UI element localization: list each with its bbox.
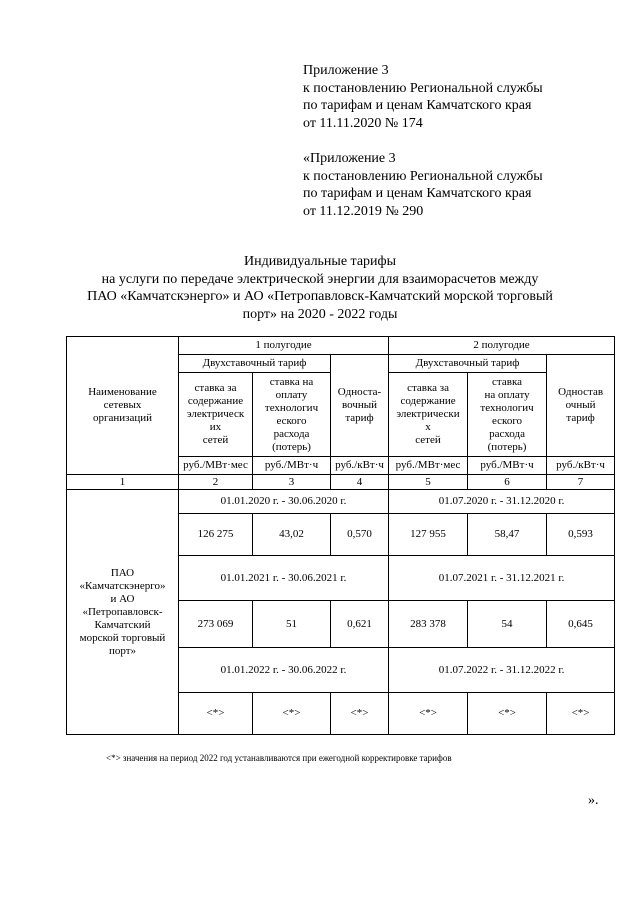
title-line: порт» на 2020 - 2022 годы	[242, 306, 398, 322]
half1-maintenance-rate-header	[179, 373, 253, 457]
unit-cell: руб./МВт·мес	[389, 457, 468, 475]
value-cell: 51	[253, 601, 331, 648]
half2-two-rate-header: Двухставочный тариф	[389, 355, 547, 373]
tariff-table	[66, 336, 615, 735]
header-line: содержание	[187, 395, 244, 407]
org-line: порт»	[108, 644, 137, 657]
value-cell: 43,02	[253, 514, 331, 556]
header-line: Односта-	[337, 386, 382, 398]
column-number: 5	[389, 475, 468, 490]
value-cell: 58,47	[468, 514, 547, 556]
period-2022-h1: 01.01.2022 г. - 30.06.2022 г.	[179, 648, 389, 693]
header-line: ставка	[492, 375, 523, 388]
appendix-line: к постановлению Региональной службы	[303, 80, 543, 96]
header-line: (потерь)	[272, 440, 311, 453]
value-cell: 0,645	[547, 601, 615, 648]
header-line: очный	[565, 399, 596, 411]
value-cell: <*>	[331, 693, 389, 735]
period-2020-h2: 01.07.2020 г. - 31.12.2020 г.	[389, 490, 615, 514]
column-number: 6	[468, 475, 547, 490]
header-line: технологич	[480, 401, 534, 414]
value-cell: 273 069	[179, 601, 253, 648]
half1-single-rate-header	[331, 355, 389, 457]
value-cell: <*>	[547, 693, 615, 735]
value-cell: 127 955	[389, 514, 468, 556]
org-line: ПАО	[110, 566, 135, 579]
period-2020-h1: 01.01.2020 г. - 30.06.2020 г.	[179, 490, 389, 514]
half2-loss-rate-header	[468, 373, 547, 457]
column-number: 4	[331, 475, 389, 490]
half2-maintenance-rate-header	[389, 373, 468, 457]
unit-cell: руб./кВт·ч	[547, 457, 615, 475]
organization-name	[67, 490, 179, 735]
appendix-previous	[303, 150, 543, 220]
closing-quote: ».	[588, 793, 599, 808]
unit-cell: руб./МВт·ч	[468, 457, 547, 475]
header-line: еского	[276, 414, 307, 427]
column-number: 2	[179, 475, 253, 490]
org-line: и АО	[110, 592, 135, 605]
appendix-line: Приложение 3	[303, 63, 389, 78]
value-cell: <*>	[389, 693, 468, 735]
org-header-line: организаций	[92, 412, 153, 424]
org-header-line: сетевых	[103, 399, 142, 411]
header-line: тариф	[566, 412, 595, 424]
value-cell: 54	[468, 601, 547, 648]
appendix-current	[303, 62, 543, 132]
title-line: на услуги по передаче электрической энергии для взаиморасчетов между	[101, 271, 539, 287]
appendix-line: по тарифам и ценам Камчатского края	[303, 98, 532, 113]
column-number: 3	[253, 475, 331, 490]
header-line: еского	[492, 414, 523, 427]
header-line: ставка на	[269, 375, 314, 388]
half1-header: 1 полугодие	[179, 337, 389, 355]
document-title	[60, 253, 580, 323]
value-cell: 283 378	[389, 601, 468, 648]
header-line: ставка за	[407, 382, 449, 394]
header-line: электрически	[396, 408, 460, 420]
header-line: тариф	[345, 412, 374, 424]
header-line: сетей	[202, 434, 229, 446]
org-header-line: Наименование	[88, 386, 157, 398]
org-line: морской торговый	[79, 631, 166, 644]
unit-cell: руб./МВт·мес	[179, 457, 253, 475]
appendix-line: от 11.11.2020 № 174	[303, 115, 423, 131]
value-cell: 0,593	[547, 514, 615, 556]
appendix-line: «Приложение 3	[303, 151, 396, 166]
org-line: Камчатский	[94, 618, 151, 631]
header-line: их	[209, 421, 222, 433]
half2-single-rate-header	[547, 355, 615, 457]
org-header	[67, 337, 179, 475]
title-line: ПАО «Камчатскэнерго» и АО «Петропавловск-Камчатский морской торговый	[87, 289, 553, 304]
footnote: <*> значения на период 2022 год устанавливаются при ежегодной корректировке тарифов	[106, 753, 452, 763]
header-line: Одностав	[558, 386, 604, 398]
header-line: расхода	[273, 427, 310, 440]
header-line: на оплату	[484, 388, 530, 401]
header-line: оплату	[275, 388, 308, 401]
value-cell: 0,570	[331, 514, 389, 556]
column-number: 1	[67, 475, 179, 490]
org-line: «Петропавловск-	[82, 605, 163, 618]
value-cell: <*>	[468, 693, 547, 735]
appendix-line: по тарифам и ценам Камчатского края	[303, 186, 532, 201]
header-line: расхода	[489, 427, 525, 440]
half2-header: 2 полугодие	[389, 337, 615, 355]
header-line: содержание	[400, 395, 456, 407]
value-cell: 0,621	[331, 601, 389, 648]
header-line: сетей	[415, 434, 441, 446]
header-line: х	[425, 421, 431, 433]
header-line: (потерь)	[487, 440, 527, 453]
value-cell: 126 275	[179, 514, 253, 556]
appendix-line: к постановлению Региональной службы	[303, 168, 543, 184]
value-cell: <*>	[179, 693, 253, 735]
title-line: Индивидуальные тарифы	[243, 254, 397, 269]
header-line: технологич	[264, 401, 319, 414]
half1-loss-rate-header	[253, 373, 331, 457]
period-2021-h1: 01.01.2021 г. - 30.06.2021 г.	[179, 556, 389, 601]
header-line: вочный	[342, 399, 378, 411]
appendix-line: от 11.12.2019 № 290	[303, 203, 424, 219]
unit-cell: руб./кВт·ч	[331, 457, 389, 475]
period-2022-h2: 01.07.2022 г. - 31.12.2022 г.	[389, 648, 615, 693]
half1-two-rate-header: Двухставочный тариф	[179, 355, 331, 373]
column-number: 7	[547, 475, 615, 490]
unit-cell: руб./МВт·ч	[253, 457, 331, 475]
header-line: электрическ	[186, 408, 245, 420]
period-2021-h2: 01.07.2021 г. - 31.12.2021 г.	[389, 556, 615, 601]
value-cell: <*>	[253, 693, 331, 735]
header-line: ставка за	[194, 382, 237, 394]
org-line: «Камчатскэнерго»	[79, 579, 166, 592]
